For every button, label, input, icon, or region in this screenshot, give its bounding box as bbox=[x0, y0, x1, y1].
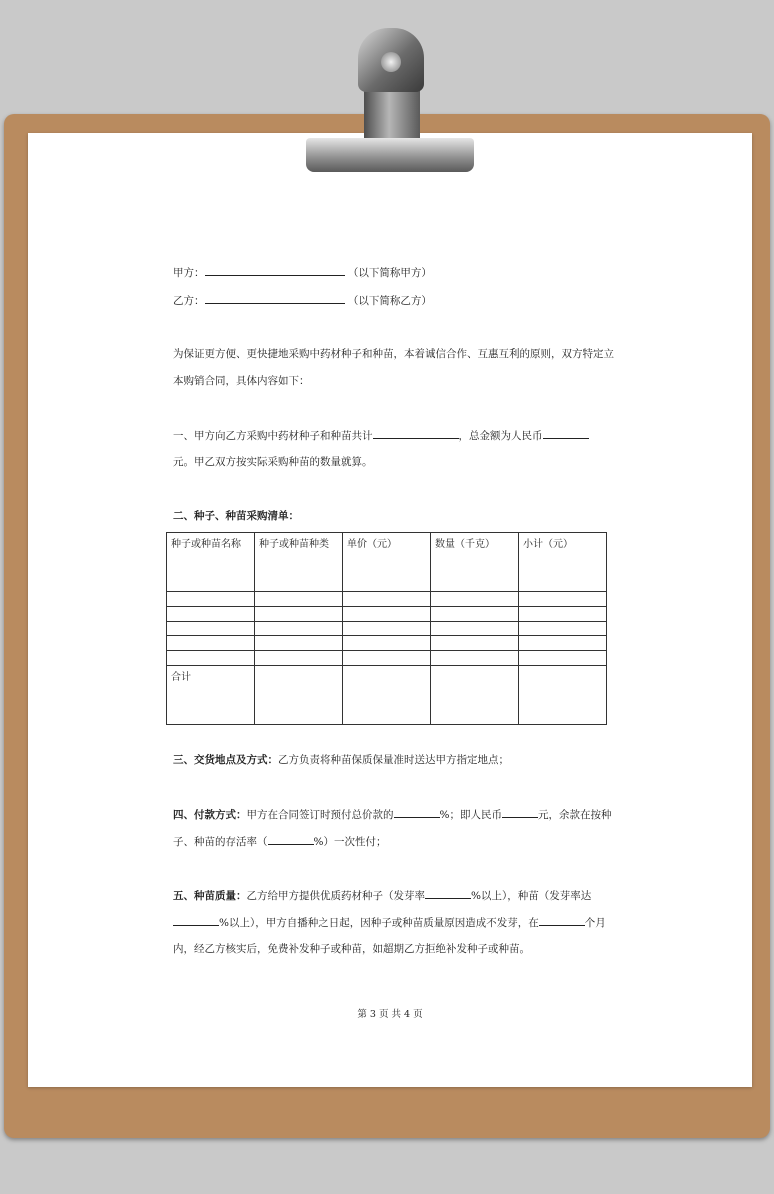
prepay-percent-blank bbox=[394, 806, 440, 818]
table-row bbox=[167, 592, 607, 607]
section-4-line-2: 子、种苗的存活率（ %）一次性付； bbox=[173, 833, 386, 849]
table-header-cell: 小计（元） bbox=[519, 533, 607, 592]
intro-line-1: 为保证更方便、更快捷地采购中药材种子和种苗，本着诚信合作、互惠互利的原则，双方特定立 bbox=[173, 348, 614, 360]
table-row bbox=[167, 606, 607, 621]
section-1-line-2: 元。甲乙双方按实际采购种苗的数量就算。 bbox=[173, 456, 373, 468]
amount-blank bbox=[543, 427, 589, 439]
party-b-line: 乙方： （以下简称乙方） bbox=[173, 292, 432, 308]
section-4-line-1: 四、付款方式：甲方在合同签订时预付总价款的 %；即人民币 元，余款在按种 bbox=[173, 806, 611, 822]
intro-line-2: 本购销合同，具体内容如下： bbox=[173, 375, 310, 387]
table-total-row bbox=[167, 665, 607, 724]
purchase-list-table bbox=[166, 532, 607, 725]
party-b-blank bbox=[205, 292, 345, 304]
section-5-line-3: 内，经乙方核实后，免费补发种子或种苗，如超期乙方拒绝补发种子或种苗。 bbox=[173, 943, 530, 955]
months-blank bbox=[539, 914, 585, 926]
section-1-line-1: 一、甲方向乙方采购中药材种子和种苗共计 ，总金额为人民币 bbox=[173, 427, 589, 443]
survival-rate-blank bbox=[268, 833, 314, 845]
party-a-line: 甲方： （以下简称甲方） bbox=[173, 264, 432, 280]
total-label: 合计 bbox=[167, 665, 255, 724]
section-3-line: 三、交货地点及方式：乙方负责将种苗保质保量准时送达甲方指定地点； bbox=[173, 754, 509, 766]
table-row bbox=[167, 651, 607, 666]
clip-hole-icon bbox=[381, 52, 401, 72]
table-row bbox=[167, 621, 607, 636]
page-number: 第 3 页 共 4 页 bbox=[357, 1009, 423, 1020]
table-header-cell: 单价（元） bbox=[343, 533, 431, 592]
table-row bbox=[167, 636, 607, 651]
prepay-amount-blank bbox=[502, 806, 538, 818]
section-5-line-1: 五、种苗质量：乙方给甲方提供优质药材种子（发芽率 %以上），种苗（发芽率达 bbox=[173, 887, 591, 903]
seedling-germination-blank bbox=[173, 914, 219, 926]
table-header-cell: 种子或种苗种类 bbox=[255, 533, 343, 592]
table-header-cell: 种子或种苗名称 bbox=[167, 533, 255, 592]
party-a-blank bbox=[205, 264, 345, 276]
binder-clip-base bbox=[306, 138, 474, 172]
contract-page bbox=[28, 133, 752, 1087]
section-5-line-2: %以上），甲方自播种之日起，因种子或种苗质量原因造成不发芽，在 个月 bbox=[173, 914, 606, 930]
section-2-title: 二、种子、种苗采购清单： bbox=[173, 510, 299, 522]
table-header-cell: 数量（千克） bbox=[431, 533, 519, 592]
seed-germination-blank bbox=[425, 887, 471, 899]
quantity-blank bbox=[373, 427, 459, 439]
table-header-row bbox=[167, 533, 607, 592]
